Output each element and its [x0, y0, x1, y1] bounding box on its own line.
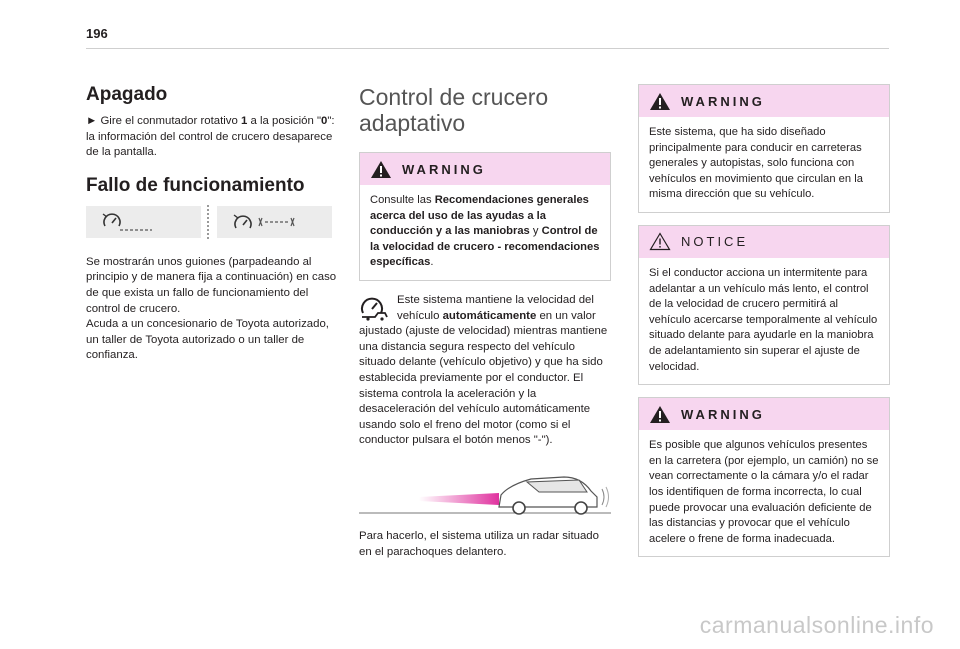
fallo-text-2: Acuda a un concesionario de Toyota autorizado, un taller de Toyota autorizado o un taller de confianza. [86, 318, 329, 362]
radar-text: Para hacerlo, el sistema utiliza un radar situado en el parachoques delantero. [359, 529, 599, 558]
warning-link-recomendaciones: Recomendaciones generales acerca del uso de las ayudas a la conducción y a las maniobras [370, 194, 589, 238]
notice-label: NOTICE [681, 234, 749, 250]
column-middle [359, 84, 611, 560]
car-radar-illustration [359, 467, 611, 517]
warning-text [370, 193, 600, 271]
watermark: carmanualsonline.info [699, 612, 934, 638]
cruise-control-dashes-icon [231, 210, 321, 234]
warning2-label: WARNING [681, 406, 765, 422]
apagado-text-d: 0 [321, 115, 328, 127]
notice-header [639, 226, 889, 258]
top-rule [86, 48, 889, 49]
cruise-control-icon [100, 210, 160, 234]
warning-text-e: . [430, 256, 434, 269]
acc-text-bold: automáticamente [442, 309, 537, 322]
warning-link-control: Control de la velocidad de crucero - recomendaciones específicas [370, 225, 600, 269]
warning-header [360, 153, 610, 185]
warning-triangle-icon [370, 160, 392, 179]
notice-body [639, 258, 889, 384]
acc-title-line2: adaptativo [359, 110, 466, 136]
warning-body [360, 185, 610, 280]
notice-text: Si el conductor acciona un intermitente para adelantar a un vehículo más lento, el control de la velocidad de crucero permitirá al vehículo acercarse temporalmente al vehículo situado delante para ayudarle en la maniobra de adelantamiento sin superar el ajuste de velocidad. [649, 266, 878, 373]
adaptive-cruise-icon [359, 293, 389, 321]
apagado-text-b: 1 [241, 115, 248, 127]
apagado-text [86, 114, 338, 161]
warning-box-2 [638, 397, 890, 557]
cruise-panel-2 [217, 206, 332, 238]
apagado-text-a: ► Gire el conmutador rotativo [86, 115, 241, 127]
apagado-text-c: a la posición " [247, 115, 322, 127]
warning1-body [639, 117, 889, 212]
warning2-text: Es posible que algunos vehículos presentes en la carretera (por ejemplo, un camión) no se vean correctamente o la cámara y/o el radar los identifiquen de forma incorrecta, lo cual puede provocar una evaluación deficiente de las distancias y provocar que el vehículo acelere o frene de forma inadecuada. [649, 439, 879, 545]
acc-title-line1: Control de crucero [359, 84, 549, 110]
icon-separator [207, 205, 211, 239]
cruise-panel-1 [86, 206, 201, 238]
warning-box-acc [359, 152, 611, 281]
warning-box-1 [638, 84, 890, 213]
warning1-label: WARNING [681, 93, 765, 109]
page-number: 196 [86, 26, 108, 41]
column-left [86, 84, 338, 364]
acc-intro-text [397, 293, 611, 324]
acc-intro [359, 293, 611, 324]
warning2-body [639, 430, 889, 556]
warning-triangle-icon [649, 405, 671, 424]
warning-label: WARNING [402, 161, 486, 177]
fallo-heading: Fallo de funcionamiento [86, 174, 305, 196]
warning-triangle-icon [649, 92, 671, 111]
acc-body-text: ajustado (ajuste de velocidad) mientras mantiene una distancia segura respecto del vehículo situado delante (vehículo objetivo) y que ha sido establecida previamente por el conductor. El sistema controla la aceleración y la desaceleración del vehículo automáticamente usando solo el freno del motor (como si el conductor pulsara el botón menos "-"). [359, 325, 608, 447]
apagado-text-e: ": la información del control de crucero desaparece de la pantalla. [86, 115, 335, 159]
warning1-header [639, 85, 889, 117]
acc-title [359, 84, 611, 136]
fallo-text-1: Se mostrarán unos guiones (parpadeando al principio y de manera fija a continuación) en caso de que exista un fallo de funcionamiento del control de crucero. [86, 255, 337, 315]
notice-box [638, 225, 890, 385]
warning1-text: Este sistema, que ha sido diseñado principalmente para conducir en carreteras generales y autopistas, solo funciona con vehículos en movimiento que circulan en la misma dirección que su vehículo. [649, 126, 863, 201]
acc-text-c: en un valor [536, 309, 596, 322]
warning2-header [639, 398, 889, 430]
acc-text-a: Este sistema mantiene la velocidad del vehículo [397, 293, 594, 322]
notice-triangle-icon [649, 232, 671, 251]
cruise-icons-figure [86, 205, 338, 239]
column-right [638, 84, 890, 569]
car-radar-figure [359, 467, 611, 517]
warning-text-a: Consulte las [370, 194, 435, 206]
warning-text-c: y [529, 225, 542, 238]
apagado-heading: Apagado [86, 84, 168, 105]
